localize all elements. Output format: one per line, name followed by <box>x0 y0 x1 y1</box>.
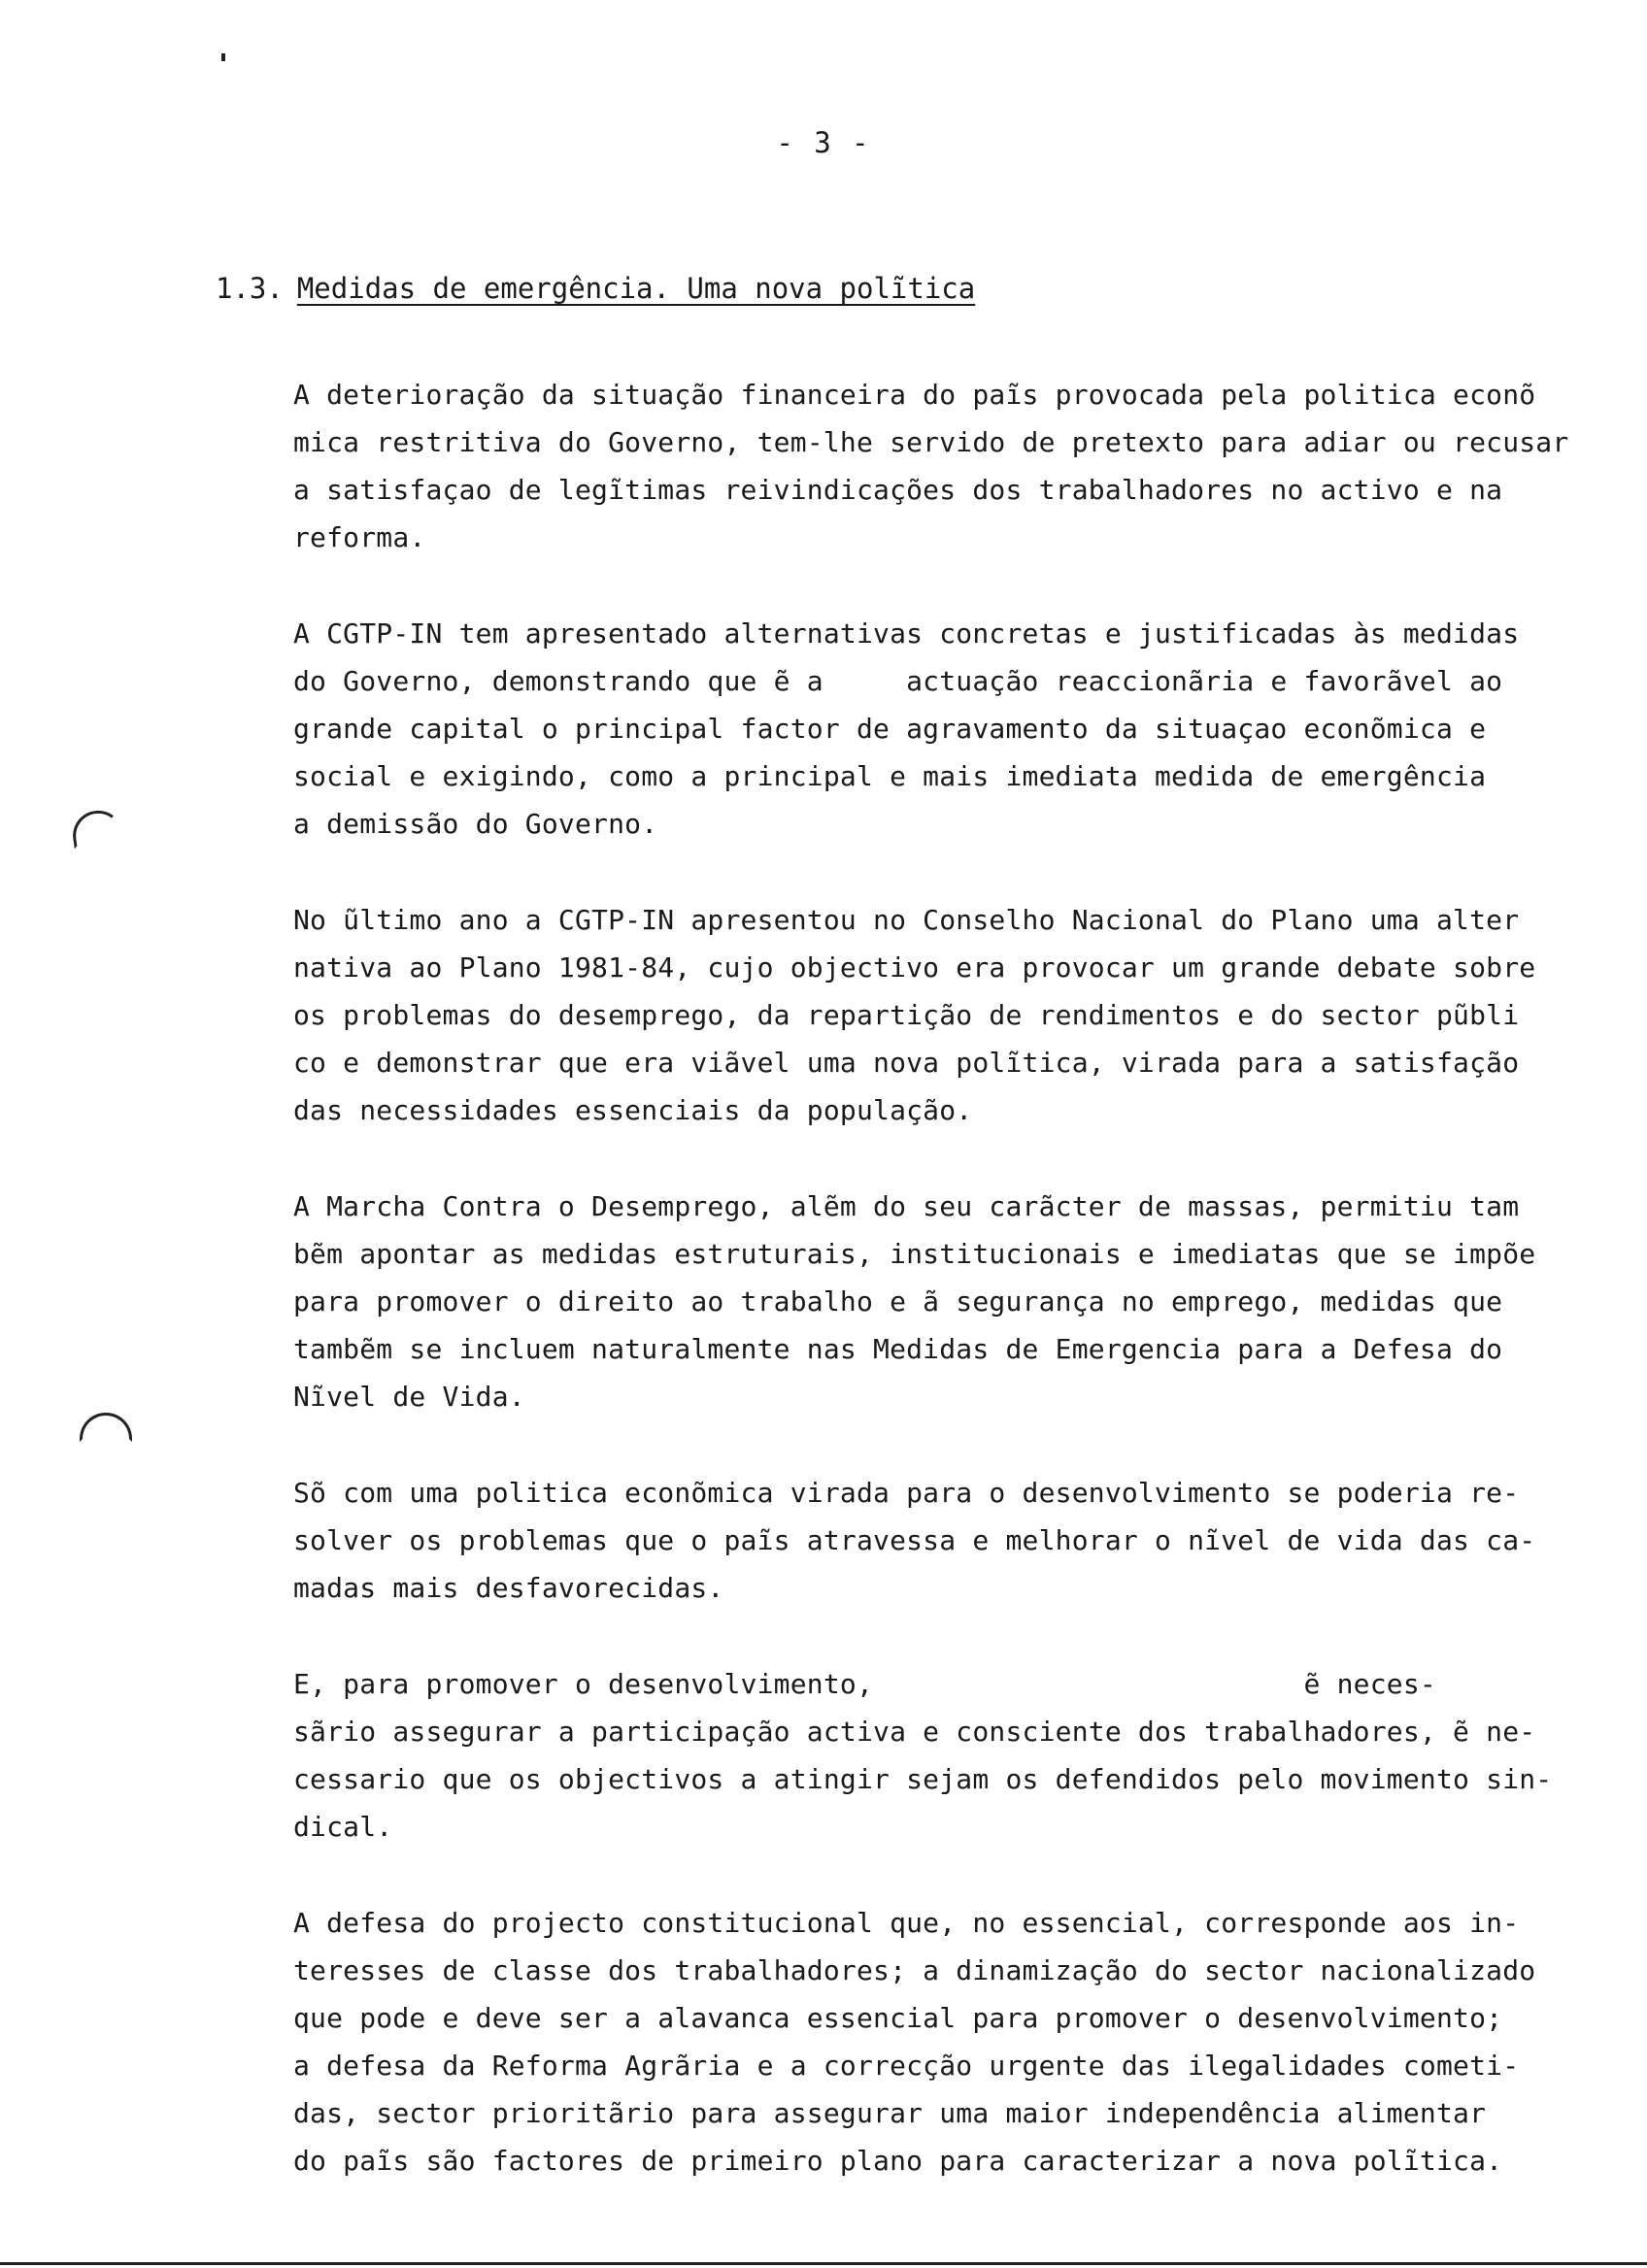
binder-hole-mark <box>70 808 125 850</box>
page-number: - 3 - <box>776 126 871 159</box>
text-line: do paĩs são factores de primeiro plano para caracterizar a nova polĩtica. <box>293 2145 1503 2177</box>
section-heading <box>216 272 975 305</box>
text-line: do Governo, demonstrando que ẽ a actuação reaccionãria e favorãvel ao <box>293 665 1503 697</box>
page-bottom-rule <box>0 2262 1647 2265</box>
binder-hole-mark <box>80 1413 132 1442</box>
paragraph <box>293 896 1556 1134</box>
paragraph <box>293 1469 1556 1612</box>
text-line: a satisfaçao de legĩtimas reivindicações dos trabalhadores no activo e na <box>293 474 1503 506</box>
text-line: E, para promover o desenvolvimento, ẽ neces- <box>293 1668 1436 1700</box>
section-title: Medidas de emergência. Uma nova polĩtica <box>296 272 976 305</box>
text-line: madas mais desfavorecidas. <box>293 1572 724 1604</box>
text-line: No ũltimo ano a CGTP-IN apresentou no Conselho Nacional do Plano uma alter <box>293 904 1520 936</box>
text-line: A Marcha Contra o Desemprego, alẽm do seu carãcter de massas, permitiu tam <box>293 1190 1520 1222</box>
text-line: nativa ao Plano 1981-84, cujo objectivo era provocar um grande debate sobre <box>293 951 1536 984</box>
text-line: social e exigindo, como a principal e mais imediata medida de emergência <box>293 760 1487 792</box>
text-line: co e demonstrar que era viãvel uma nova polĩtica, virada para a satisfação <box>293 1047 1520 1079</box>
text-line: a defesa da Reforma Agrãria e a correcção urgente das ilegalidades cometi- <box>293 2050 1520 2082</box>
text-line: grande capital o principal factor de agravamento da situaçao econõmica e <box>293 713 1487 745</box>
text-line: bẽm apontar as medidas estruturais, institucionais e imediatas que se impõe <box>293 1238 1536 1270</box>
text-line: A CGTP-IN tem apresentado alternativas concretas e justificadas às medidas <box>293 617 1520 650</box>
text-line: reforma. <box>293 521 426 553</box>
text-line: sãrio assegurar a participação activa e consciente dos trabalhadores, ẽ ne- <box>293 1716 1536 1748</box>
text-line: solver os problemas que o paĩs atravessa e melhorar o nĩvel de vida das ca- <box>293 1524 1536 1556</box>
text-line: dical. <box>293 1811 393 1843</box>
section-number: 1.3. <box>216 272 284 305</box>
paragraph <box>293 371 1569 561</box>
text-line: cessario que os objectivos a atingir sejam os defendidos pelo movimento sin- <box>293 1763 1553 1795</box>
text-line: A deterioração da situação financeira do paĩs provocada pela politica econõ <box>293 379 1536 411</box>
text-line: teresses de classe dos trabalhadores; a dinamização do sector nacionalizado <box>293 1954 1536 1986</box>
text-line: que pode e deve ser a alavanca essencial para promover o desenvolvimento; <box>293 2002 1503 2034</box>
paragraph <box>293 1183 1556 1420</box>
text-line: A defesa do projecto constitucional que, no essencial, corresponde aos in- <box>293 1907 1520 1939</box>
text-line: Sõ com uma politica econõmica virada para o desenvolvimento se poderia re- <box>293 1477 1520 1509</box>
scan-speck <box>221 53 225 61</box>
paragraph <box>293 610 1556 848</box>
paragraph <box>293 1899 1556 2185</box>
text-line: das necessidades essenciais da população. <box>293 1094 973 1126</box>
text-line: Nĩvel de Vida. <box>293 1381 525 1413</box>
text-line: os problemas do desemprego, da repartição de rendimentos e do sector pũbli <box>293 999 1520 1031</box>
paragraph <box>293 1660 1556 1851</box>
text-line: tambẽm se incluem naturalmente nas Medidas de Emergencia para a Defesa do <box>293 1333 1503 1365</box>
text-line: mica restritiva do Governo, tem-lhe servido de pretexto para adiar ou recusar <box>293 426 1569 458</box>
text-line: a demissão do Governo. <box>293 808 658 840</box>
text-line: das, sector prioritãrio para assegurar uma maior independência alimentar <box>293 2097 1487 2129</box>
document-body <box>293 371 1569 2233</box>
text-line: para promover o direito ao trabalho e ã segurança no emprego, medidas que <box>293 1285 1503 1317</box>
